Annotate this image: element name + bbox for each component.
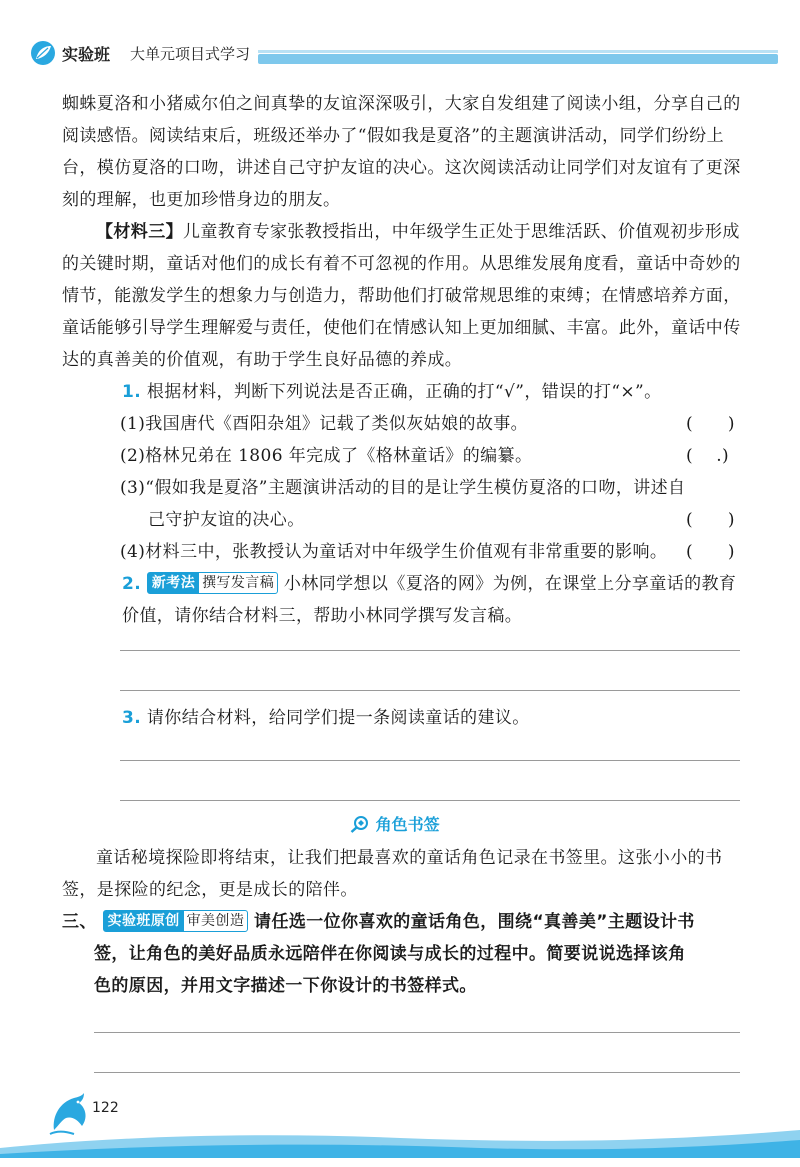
answer-paren[interactable]: ( )	[686, 414, 735, 434]
question-2-number: 2.	[122, 574, 142, 594]
section-title	[350, 812, 440, 835]
aesthetic-tag-label: 审美创造	[186, 913, 245, 929]
task-3-number: 三、	[62, 912, 97, 932]
header-brand: 实验班	[62, 45, 111, 64]
material-three-paragraph	[62, 216, 752, 376]
task-3-line1: 请任选一位你喜欢的童话角色，围绕“真善美”主题设计书	[254, 912, 695, 932]
footer-wave	[0, 1128, 800, 1158]
page-number: 122	[92, 1100, 119, 1116]
magnifier-icon	[350, 815, 370, 833]
question-1-item: (2)格林兄弟在 1806 年完成了《格林童话》的编纂。	[120, 446, 533, 466]
speech-draft-tag-label: 撰写发言稿	[202, 575, 275, 591]
answer-paren[interactable]: ( )	[686, 510, 735, 530]
leaf-logo-icon	[30, 40, 56, 66]
answer-line[interactable]	[94, 1032, 740, 1033]
question-1-item: 己守护友谊的决心。	[148, 510, 305, 530]
question-3-stem	[122, 702, 530, 734]
section-intro: 童话秘境探险即将结束，让我们把最喜欢的童话角色记录在书签里。这张小小的书签，是探险的纪念，更是成长的陪伴。	[62, 848, 723, 900]
task-3-stem	[62, 906, 695, 938]
task-3-line3: 色的原因，并用文字描述一下你设计的书签样式。	[94, 976, 477, 996]
task-3-line2: 签，让角色的美好品质永远陪伴在你阅读与成长的过程中。简要说说选择该角	[94, 944, 686, 964]
answer-line[interactable]	[120, 690, 740, 691]
new-method-tag-label: 新考法	[148, 573, 199, 593]
question-1-number: 1.	[122, 382, 142, 402]
question-3-number: 3.	[122, 708, 142, 728]
header-stripe	[258, 50, 778, 53]
header-subtitle: 大单元项目式学习	[130, 45, 251, 63]
answer-paren[interactable]: ( .)	[686, 446, 730, 466]
answer-paren[interactable]: ( )	[686, 542, 735, 562]
answer-line[interactable]	[120, 650, 740, 651]
question-2-text-line2: 价值，请你结合材料三，帮助小林同学撰写发言稿。	[122, 606, 523, 626]
question-2-stem	[122, 568, 736, 600]
answer-line[interactable]	[120, 760, 740, 761]
question-1-item: (3)“假如我是夏洛”主题演讲活动的目的是让学生模仿夏洛的口吻，讲述自	[120, 478, 686, 498]
header-bar	[258, 54, 778, 64]
original-tag-label: 实验班原创	[104, 911, 184, 931]
question-3-text: 请你结合材料，给同学们提一条阅读童话的建议。	[146, 708, 530, 728]
new-method-tag	[147, 572, 278, 594]
answer-line[interactable]	[94, 1072, 740, 1073]
question-1-stem	[122, 376, 662, 408]
section-title-text: 角色书签	[375, 815, 440, 834]
question-1-item: (4)材料三中，张教授认为童话对中年级学生价值观有非常重要的影响。	[120, 542, 668, 562]
original-tag	[103, 910, 249, 932]
question-1-text: 根据材料，判断下列说法是否正确，正确的打“√”，错误的打“×”。	[146, 382, 662, 402]
material-paragraph: 蜘蛛夏洛和小猪威尔伯之间真挚的友谊深深吸引，大家自发组建了阅读小组，分享自己的阅读感悟。阅读结束后，班级还举办了“假如我是夏洛”的主题演讲活动，同学们纷纷上台，模仿夏洛的口吻，讲述自己守护友谊的决心。这次阅读活动让同学们对友谊有了更深刻的理解，也更加珍惜身边的朋友。	[62, 94, 741, 210]
material-three-label: 【材料三】	[96, 222, 183, 242]
question-2-text-line1: 小林同学想以《夏洛的网》为例，在课堂上分享童话的教育	[283, 574, 737, 594]
answer-line[interactable]	[120, 800, 740, 801]
question-1-item: (1)我国唐代《酉阳杂俎》记载了类似灰姑娘的故事。	[120, 414, 529, 434]
material-three-text: 儿童教育专家张教授指出，中年级学生正处于思维活跃、价值观初步形成的关键时期，童话对他们的成长有着不可忽视的作用。从思维发展角度看，童话中奇妙的情节，能激发学生的想象力与创造力，帮助他们打破常规思维的束缚；在情感培养方面，童话能够引导学生理解爱与责任，使他们在情感认知上更加细腻、丰富。此外，童话中传达的真善美的价值观，有助于学生良好品德的养成。	[62, 222, 741, 370]
